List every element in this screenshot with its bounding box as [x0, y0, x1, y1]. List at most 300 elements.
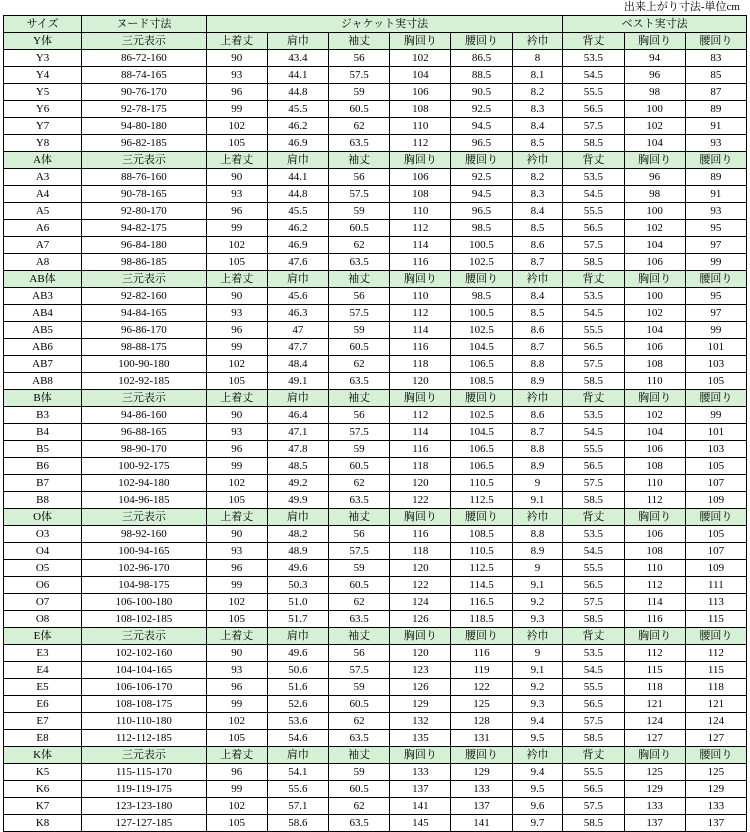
table-cell: 116 [390, 441, 451, 458]
table-cell: 98-92-160 [82, 526, 207, 543]
jacket-col-header: 腰回り [451, 747, 512, 764]
table-cell: 9.3 [512, 696, 563, 713]
table-cell: 45.5 [267, 203, 328, 220]
section-sub-label: 三元表示 [82, 628, 207, 645]
table-cell: 112 [390, 135, 451, 152]
table-cell: 48.4 [267, 356, 328, 373]
table-cell: 86.5 [451, 50, 512, 67]
table-cell: 104 [624, 424, 685, 441]
table-cell: 102.5 [451, 254, 512, 271]
jacket-col-header: 胸回り [390, 152, 451, 169]
table-cell: 110-110-180 [82, 713, 207, 730]
table-cell: 57.5 [329, 67, 390, 84]
table-cell: 102 [624, 220, 685, 237]
table-cell: 121 [624, 696, 685, 713]
table-cell: 104 [624, 135, 685, 152]
section-sub-label: 三元表示 [82, 271, 207, 288]
table-cell: 106 [624, 441, 685, 458]
table-cell: 8.7 [512, 254, 563, 271]
table-cell: 103 [685, 356, 746, 373]
table-cell: 89 [685, 169, 746, 186]
jacket-col-header: 上着丈 [206, 509, 267, 526]
table-cell: 9 [512, 560, 563, 577]
table-cell: 104.5 [451, 424, 512, 441]
size-code: E7 [4, 713, 82, 730]
table-cell: 108-102-185 [82, 611, 207, 628]
table-cell: 108 [624, 458, 685, 475]
table-cell: 108 [390, 101, 451, 118]
table-cell: 62 [329, 798, 390, 815]
table-cell: 49.2 [267, 475, 328, 492]
table-row [4, 492, 747, 509]
table-cell: 93 [206, 186, 267, 203]
jacket-col-header: 衿巾 [512, 390, 563, 407]
table-cell: 8.4 [512, 203, 563, 220]
table-cell: 107 [685, 543, 746, 560]
table-cell: 99 [206, 577, 267, 594]
table-row [4, 696, 747, 713]
table-cell: 9 [512, 475, 563, 492]
size-code: Y6 [4, 101, 82, 118]
table-cell: 105 [206, 815, 267, 832]
table-cell: 106.5 [451, 458, 512, 475]
table-cell: 105 [206, 492, 267, 509]
table-cell: 58.5 [563, 492, 624, 509]
table-cell: 9.2 [512, 594, 563, 611]
table-row [4, 577, 747, 594]
size-code: K5 [4, 764, 82, 781]
table-cell: 116 [624, 611, 685, 628]
table-cell: 57.1 [267, 798, 328, 815]
size-code: E3 [4, 645, 82, 662]
table-cell: 53.5 [563, 645, 624, 662]
table-cell: 94.5 [451, 186, 512, 203]
table-cell: 93 [206, 67, 267, 84]
table-cell: 49.9 [267, 492, 328, 509]
table-cell: 116 [390, 339, 451, 356]
table-cell: 8.1 [512, 67, 563, 84]
table-cell: 43.4 [267, 50, 328, 67]
jacket-col-header: 袖丈 [329, 628, 390, 645]
size-code: AB3 [4, 288, 82, 305]
table-cell: 90-76-170 [82, 84, 207, 101]
table-cell: 87 [685, 84, 746, 101]
table-cell: 92-82-160 [82, 288, 207, 305]
table-cell: 59 [329, 84, 390, 101]
table-cell: 45.6 [267, 288, 328, 305]
table-row [4, 713, 747, 730]
jacket-col-header: 腰回り [451, 152, 512, 169]
table-cell: 90 [206, 288, 267, 305]
table-cell: 103 [685, 441, 746, 458]
jacket-col-header: 袖丈 [329, 33, 390, 50]
table-cell: 51.0 [267, 594, 328, 611]
section-name: AB体 [4, 271, 82, 288]
table-row [4, 611, 747, 628]
table-cell: 63.5 [329, 373, 390, 390]
table-cell: 55.5 [563, 560, 624, 577]
table-cell: 125 [624, 764, 685, 781]
table-cell: 92-78-175 [82, 101, 207, 118]
table-cell: 120 [390, 475, 451, 492]
table-cell: 53.5 [563, 50, 624, 67]
table-cell: 55.5 [563, 764, 624, 781]
table-cell: 125 [685, 764, 746, 781]
size-code: A4 [4, 186, 82, 203]
table-cell: 96-88-165 [82, 424, 207, 441]
table-cell: 94.5 [451, 118, 512, 135]
table-row [4, 407, 747, 424]
table-cell: 101 [685, 339, 746, 356]
table-cell: 59 [329, 322, 390, 339]
table-cell: 106-106-170 [82, 679, 207, 696]
section-name: A体 [4, 152, 82, 169]
vest-col-header: 腰回り [685, 271, 746, 288]
table-cell: 8.5 [512, 305, 563, 322]
table-cell: 122 [390, 492, 451, 509]
table-cell: 93 [206, 543, 267, 560]
size-chart-table [3, 15, 747, 832]
table-cell: 8.3 [512, 101, 563, 118]
table-cell: 102-96-170 [82, 560, 207, 577]
table-cell: 62 [329, 118, 390, 135]
table-cell: 9.1 [512, 662, 563, 679]
table-cell: 100-92-175 [82, 458, 207, 475]
jacket-col-header: 袖丈 [329, 152, 390, 169]
table-cell: 127-127-185 [82, 815, 207, 832]
table-cell: 112 [624, 645, 685, 662]
table-cell: 45.5 [267, 101, 328, 118]
vest-col-header: 胸回り [624, 628, 685, 645]
table-cell: 106.5 [451, 356, 512, 373]
size-code: A6 [4, 220, 82, 237]
table-cell: 56.5 [563, 696, 624, 713]
size-code: O7 [4, 594, 82, 611]
size-code: AB4 [4, 305, 82, 322]
table-cell: 8.4 [512, 118, 563, 135]
table-cell: 102-92-185 [82, 373, 207, 390]
table-cell: 96 [624, 169, 685, 186]
table-cell: 129 [390, 696, 451, 713]
table-cell: 110 [390, 203, 451, 220]
size-code: K7 [4, 798, 82, 815]
section-header-row [4, 33, 747, 50]
top-header-row [4, 16, 747, 33]
size-code: B4 [4, 424, 82, 441]
table-cell: 129 [685, 781, 746, 798]
table-cell: 118 [390, 356, 451, 373]
table-cell: 97 [685, 305, 746, 322]
table-cell: 92-80-170 [82, 203, 207, 220]
table-cell: 106-100-180 [82, 594, 207, 611]
jacket-col-header: 肩巾 [267, 152, 328, 169]
table-cell: 62 [329, 475, 390, 492]
table-row [4, 373, 747, 390]
table-cell: 93 [685, 203, 746, 220]
table-cell: 102 [206, 475, 267, 492]
table-cell: 100 [624, 101, 685, 118]
table-cell: 88.5 [451, 67, 512, 84]
table-cell: 110 [624, 560, 685, 577]
table-cell: 9.2 [512, 679, 563, 696]
table-cell: 99 [685, 407, 746, 424]
table-cell: 104 [390, 67, 451, 84]
table-cell: 54.5 [563, 67, 624, 84]
table-cell: 8.7 [512, 339, 563, 356]
jacket-col-header: 肩巾 [267, 33, 328, 50]
table-cell: 118 [685, 679, 746, 696]
jacket-col-header: 衿巾 [512, 152, 563, 169]
table-cell: 96 [206, 441, 267, 458]
table-cell: 110 [390, 118, 451, 135]
table-cell: 111 [685, 577, 746, 594]
jacket-col-header: 上着丈 [206, 152, 267, 169]
table-cell: 59 [329, 764, 390, 781]
table-cell: 58.5 [563, 730, 624, 747]
table-cell: 106 [624, 254, 685, 271]
table-cell: 124 [390, 594, 451, 611]
table-cell: 106 [624, 339, 685, 356]
table-cell: 98 [624, 84, 685, 101]
table-cell: 51.6 [267, 679, 328, 696]
table-cell: 8.8 [512, 356, 563, 373]
table-cell: 104 [624, 237, 685, 254]
table-cell: 48.2 [267, 526, 328, 543]
table-cell: 56 [329, 169, 390, 186]
table-row [4, 662, 747, 679]
table-cell: 104.5 [451, 339, 512, 356]
table-cell: 58.5 [563, 815, 624, 832]
table-cell: 102 [206, 118, 267, 135]
table-cell: 99 [206, 220, 267, 237]
jacket-col-header: 腰回り [451, 33, 512, 50]
table-cell: 132 [390, 713, 451, 730]
vest-col-header: 胸回り [624, 390, 685, 407]
table-row [4, 424, 747, 441]
header-jacket: ジャケット実寸法 [206, 16, 563, 33]
size-code: O8 [4, 611, 82, 628]
table-cell: 96 [206, 84, 267, 101]
vest-col-header: 背丈 [563, 509, 624, 526]
table-cell: 90 [206, 169, 267, 186]
table-row [4, 254, 747, 271]
table-cell: 54.5 [563, 305, 624, 322]
table-cell: 137 [390, 781, 451, 798]
table-cell: 92.5 [451, 169, 512, 186]
table-row [4, 526, 747, 543]
table-cell: 9.1 [512, 492, 563, 509]
table-cell: 47.8 [267, 441, 328, 458]
table-cell: 58.5 [563, 611, 624, 628]
table-cell: 8.3 [512, 186, 563, 203]
table-cell: 108 [390, 186, 451, 203]
vest-col-header: 腰回り [685, 628, 746, 645]
table-cell: 137 [685, 815, 746, 832]
vest-col-header: 背丈 [563, 628, 624, 645]
table-cell: 137 [451, 798, 512, 815]
table-cell: 110 [624, 373, 685, 390]
table-cell: 123 [390, 662, 451, 679]
table-row [4, 101, 747, 118]
table-cell: 57.5 [329, 305, 390, 322]
table-cell: 100 [624, 288, 685, 305]
table-cell: 99 [206, 101, 267, 118]
table-cell: 52.6 [267, 696, 328, 713]
table-cell: 8.2 [512, 84, 563, 101]
table-cell: 89 [685, 101, 746, 118]
table-cell: 90 [206, 50, 267, 67]
table-row [4, 67, 747, 84]
size-code: AB7 [4, 356, 82, 373]
jacket-col-header: 腰回り [451, 509, 512, 526]
table-row [4, 220, 747, 237]
table-cell: 108 [624, 543, 685, 560]
table-cell: 44.1 [267, 169, 328, 186]
jacket-col-header: 上着丈 [206, 33, 267, 50]
size-code: B7 [4, 475, 82, 492]
table-cell: 94-80-180 [82, 118, 207, 135]
table-cell: 109 [685, 492, 746, 509]
table-cell: 102 [624, 118, 685, 135]
table-row [4, 237, 747, 254]
table-cell: 102 [206, 798, 267, 815]
jacket-col-header: 肩巾 [267, 747, 328, 764]
table-cell: 8.9 [512, 373, 563, 390]
table-cell: 108 [624, 356, 685, 373]
table-cell: 104-96-185 [82, 492, 207, 509]
table-cell: 96-82-185 [82, 135, 207, 152]
table-cell: 110 [390, 288, 451, 305]
table-cell: 93 [206, 662, 267, 679]
table-cell: 135 [390, 730, 451, 747]
table-cell: 57.5 [563, 594, 624, 611]
section-header-row [4, 628, 747, 645]
table-cell: 100.5 [451, 305, 512, 322]
vest-col-header: 胸回り [624, 33, 685, 50]
table-cell: 102 [206, 237, 267, 254]
table-row [4, 203, 747, 220]
table-cell: 50.6 [267, 662, 328, 679]
jacket-col-header: 上着丈 [206, 628, 267, 645]
table-cell: 57.5 [329, 662, 390, 679]
table-cell: 62 [329, 356, 390, 373]
jacket-col-header: 胸回り [390, 33, 451, 50]
table-row [4, 560, 747, 577]
table-cell: 99 [206, 458, 267, 475]
table-cell: 47 [267, 322, 328, 339]
jacket-col-header: 衿巾 [512, 509, 563, 526]
table-cell: 99 [685, 322, 746, 339]
table-cell: 53.5 [563, 526, 624, 543]
section-sub-label: 三元表示 [82, 33, 207, 50]
table-cell: 57.5 [563, 798, 624, 815]
table-cell: 46.2 [267, 118, 328, 135]
size-code: E8 [4, 730, 82, 747]
table-cell: 106 [390, 84, 451, 101]
table-row [4, 679, 747, 696]
table-cell: 137 [624, 815, 685, 832]
jacket-col-header: 衿巾 [512, 628, 563, 645]
jacket-col-header: 胸回り [390, 271, 451, 288]
table-cell: 59 [329, 441, 390, 458]
table-cell: 57.5 [329, 424, 390, 441]
table-cell: 116 [390, 254, 451, 271]
table-cell: 9.6 [512, 798, 563, 815]
table-cell: 46.2 [267, 220, 328, 237]
table-cell: 90 [206, 526, 267, 543]
table-cell: 60.5 [329, 220, 390, 237]
table-cell: 8.2 [512, 169, 563, 186]
table-cell: 60.5 [329, 696, 390, 713]
table-cell: 105 [206, 373, 267, 390]
vest-col-header: 背丈 [563, 271, 624, 288]
table-cell: 95 [685, 220, 746, 237]
table-cell: 102.5 [451, 407, 512, 424]
table-cell: 102-94-180 [82, 475, 207, 492]
table-cell: 54.5 [563, 543, 624, 560]
table-cell: 99 [206, 781, 267, 798]
jacket-col-header: 肩巾 [267, 390, 328, 407]
size-code: A3 [4, 169, 82, 186]
table-cell: 126 [390, 611, 451, 628]
table-cell: 57.5 [563, 356, 624, 373]
table-cell: 91 [685, 186, 746, 203]
table-cell: 93 [206, 424, 267, 441]
table-cell: 102 [206, 713, 267, 730]
jacket-col-header: 胸回り [390, 628, 451, 645]
table-cell: 58.5 [563, 254, 624, 271]
table-cell: 100 [624, 203, 685, 220]
table-cell: 112 [390, 305, 451, 322]
table-cell: 99 [206, 339, 267, 356]
size-code: K8 [4, 815, 82, 832]
table-cell: 55.5 [563, 203, 624, 220]
table-row [4, 186, 747, 203]
table-cell: 47.6 [267, 254, 328, 271]
table-cell: 122 [451, 679, 512, 696]
table-cell: 57.5 [329, 543, 390, 560]
table-cell: 100-90-180 [82, 356, 207, 373]
table-cell: 102 [624, 407, 685, 424]
table-cell: 115 [685, 662, 746, 679]
section-name: B体 [4, 390, 82, 407]
jacket-col-header: 衿巾 [512, 747, 563, 764]
table-cell: 53.5 [563, 288, 624, 305]
table-row [4, 356, 747, 373]
table-cell: 122 [390, 577, 451, 594]
table-cell: 102 [390, 50, 451, 67]
table-cell: 112.5 [451, 492, 512, 509]
table-cell: 112-112-185 [82, 730, 207, 747]
table-cell: 50.3 [267, 577, 328, 594]
size-code: AB6 [4, 339, 82, 356]
table-cell: 129 [451, 764, 512, 781]
table-cell: 94 [624, 50, 685, 67]
table-row [4, 798, 747, 815]
jacket-col-header: 袖丈 [329, 390, 390, 407]
table-cell: 145 [390, 815, 451, 832]
table-cell: 59 [329, 560, 390, 577]
table-row [4, 475, 747, 492]
table-cell: 9.7 [512, 815, 563, 832]
table-cell: 83 [685, 50, 746, 67]
table-cell: 102 [206, 594, 267, 611]
table-cell: 56.5 [563, 339, 624, 356]
table-cell: 110.5 [451, 475, 512, 492]
table-cell: 55.6 [267, 781, 328, 798]
table-cell: 120 [390, 645, 451, 662]
table-cell: 55.5 [563, 322, 624, 339]
